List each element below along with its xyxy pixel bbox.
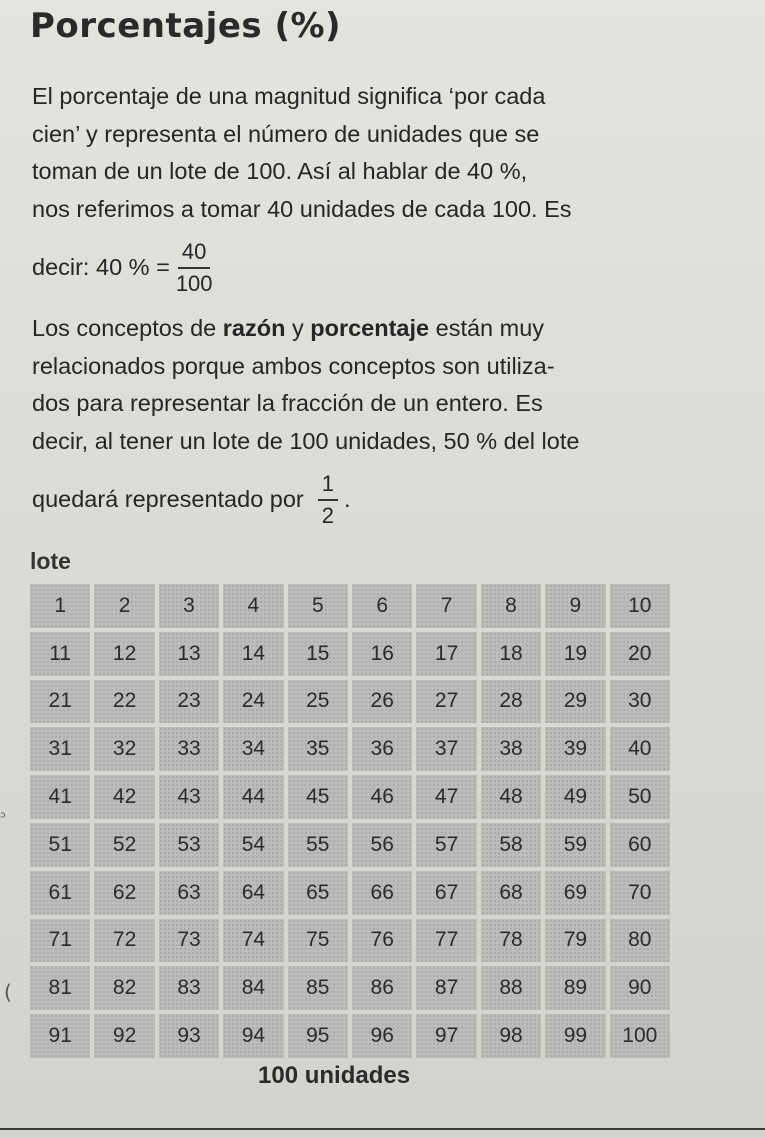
bold-term-porcentaje: porcentaje: [310, 315, 430, 341]
grid-cell: 16: [352, 632, 412, 676]
grid-cell: 37: [416, 727, 476, 771]
grid-cell: 82: [94, 966, 154, 1010]
grid-cell: 54: [223, 823, 283, 867]
grid-cell: 14: [223, 632, 283, 676]
grid-cell: 47: [416, 775, 476, 819]
grid-cell: 28: [481, 680, 541, 724]
grid-cell: 76: [352, 919, 412, 963]
grid-cell: 57: [416, 823, 476, 867]
grid-cell: 4: [223, 584, 283, 628]
paragraph-line: El porcentaje de una magnitud significa ‘por cada: [32, 83, 546, 109]
grid-cell: 42: [94, 775, 154, 819]
grid-cell: 6: [352, 584, 412, 628]
paragraph-ratio: [32, 310, 732, 540]
grid-cell: 92: [94, 1014, 154, 1058]
page-edge: [0, 1128, 765, 1130]
grid-cell: 79: [545, 919, 605, 963]
formula-prefix: decir: 40 % =: [32, 254, 170, 281]
fraction-1-2: [318, 473, 338, 527]
grid-cell: 7: [416, 584, 476, 628]
grid-cell: 99: [545, 1014, 605, 1058]
grid-cell: 33: [159, 727, 219, 771]
grid-cell: 35: [288, 727, 348, 771]
paragraph-line: dos para representar la fracción de un entero. Es: [32, 390, 543, 416]
grid-cell: 39: [545, 727, 605, 771]
grid-cell: 91: [30, 1014, 90, 1058]
fraction-numerator: 40: [178, 241, 210, 269]
grid-cell: 45: [288, 775, 348, 819]
grid-cell: 10: [610, 584, 670, 628]
grid-cell: 96: [352, 1014, 412, 1058]
paragraph-line: relacionados porque ambos conceptos son utiliza-: [32, 352, 555, 379]
grid-cell: 95: [288, 1014, 348, 1058]
pencil-mark: ᵓ: [0, 808, 6, 827]
grid-cell: 5: [288, 584, 348, 628]
grid-cell: 11: [30, 632, 90, 676]
grid-cell: 74: [223, 919, 283, 963]
grid-cell: 50: [610, 775, 670, 819]
paragraph-line: cien’ y representa el número de unidades que se: [32, 120, 540, 147]
grid-cell: 34: [223, 727, 283, 771]
grid-cell: 30: [610, 680, 670, 724]
paragraph-line: toman de un lote de 100. Así al hablar de 40 %,: [32, 158, 528, 184]
paragraph-line: [32, 310, 732, 348]
grid-cell: 29: [545, 680, 605, 724]
grid-cell: 2: [94, 584, 154, 628]
grid-cell: 68: [481, 871, 541, 915]
grid-cell: 88: [481, 966, 541, 1010]
grid-cell: 62: [94, 871, 154, 915]
grid-cell: 86: [352, 966, 412, 1010]
fraction-denominator: 100: [175, 271, 213, 296]
grid-cell: 43: [159, 775, 219, 819]
grid-cell: 98: [481, 1014, 541, 1058]
grid-cell: 15: [288, 632, 348, 676]
grid-cell: 75: [288, 919, 348, 963]
grid-cell: 1: [30, 584, 90, 628]
grid-cell: 78: [481, 919, 541, 963]
grid-cell: 72: [94, 919, 154, 963]
sentence-period: .: [344, 486, 351, 513]
grid-cell: 90: [610, 966, 670, 1010]
hundred-grid: [30, 584, 670, 1058]
grid-cell: 26: [352, 680, 412, 724]
grid-cell: 89: [545, 966, 605, 1010]
grid-cell: 9: [545, 584, 605, 628]
grid-cell: 38: [481, 727, 541, 771]
grid-cell: 64: [223, 871, 283, 915]
paragraph-definition: [32, 78, 732, 308]
formula-line: [32, 228, 732, 308]
grid-cell: 59: [545, 823, 605, 867]
grid-cell: 58: [481, 823, 541, 867]
grid-cell: 31: [30, 727, 90, 771]
bold-term-razon: razón: [222, 315, 286, 341]
grid-cell: 56: [352, 823, 412, 867]
paragraph-line: nos referimos a tomar 40 unidades de cada 100. Es: [32, 195, 572, 222]
grid-cell: 8: [481, 584, 541, 628]
grid-cell: 81: [30, 966, 90, 1010]
grid-cell: 87: [416, 966, 476, 1010]
grid-cell: 65: [288, 871, 348, 915]
grid-cell: 48: [481, 775, 541, 819]
formula-prefix: quedará representado por: [32, 486, 304, 513]
grid-cell: 20: [610, 632, 670, 676]
grid-cell: 12: [94, 632, 154, 676]
grid-cell: 21: [30, 680, 90, 724]
grid-cell: 18: [481, 632, 541, 676]
text-run: Los conceptos de: [32, 315, 223, 341]
fraction-40-100: [176, 241, 213, 295]
page-title: Porcentajes (%): [30, 6, 342, 46]
grid-cell: 94: [223, 1014, 283, 1058]
grid-cell: 25: [288, 680, 348, 724]
fraction-denominator: 2: [321, 503, 335, 528]
grid-cell: 17: [416, 632, 476, 676]
grid-cell: 80: [610, 919, 670, 963]
units-label: 100 unidades: [258, 1062, 411, 1089]
grid-cell: 84: [223, 966, 283, 1010]
grid-cell: 51: [30, 823, 90, 867]
grid-cell: 83: [159, 966, 219, 1010]
grid-cell: 66: [352, 871, 412, 915]
grid-cell: 60: [610, 823, 670, 867]
grid-cell: 40: [610, 727, 670, 771]
grid-cell: 44: [223, 775, 283, 819]
text-run: están muy: [429, 315, 545, 341]
grid-cell: 85: [288, 966, 348, 1010]
grid-cell: 22: [94, 680, 154, 724]
grid-cell: 69: [545, 871, 605, 915]
grid-cell: 19: [545, 632, 605, 676]
grid-cell: 49: [545, 775, 605, 819]
grid-cell: 27: [416, 680, 476, 724]
grid-cell: 100: [610, 1014, 670, 1058]
grid-cell: 36: [352, 727, 412, 771]
grid-cell: 63: [159, 871, 219, 915]
grid-cell: 46: [352, 775, 412, 819]
paragraph-line: decir, al tener un lote de 100 unidades, 50 % del lote: [32, 427, 580, 454]
grid-cell: 97: [416, 1014, 476, 1058]
grid-cell: 55: [288, 823, 348, 867]
grid-cell: 61: [30, 871, 90, 915]
grid-cell: 24: [223, 680, 283, 724]
grid-cell: 32: [94, 727, 154, 771]
grid-cell: 41: [30, 775, 90, 819]
pencil-mark: (: [4, 980, 12, 1004]
grid-cell: 67: [416, 871, 476, 915]
grid-cell: 13: [159, 632, 219, 676]
formula-line: [32, 460, 732, 540]
grid-cell: 52: [94, 823, 154, 867]
fraction-numerator: 1: [318, 473, 338, 501]
grid-cell: 93: [159, 1014, 219, 1058]
grid-cell: 3: [159, 584, 219, 628]
grid-cell: 77: [416, 919, 476, 963]
grid-cell: 23: [159, 680, 219, 724]
grid-cell: 70: [610, 871, 670, 915]
grid-cell: 73: [159, 919, 219, 963]
grid-cell: 53: [159, 823, 219, 867]
lote-label: lote: [30, 548, 71, 574]
grid-cell: 71: [30, 919, 90, 963]
text-run: y: [285, 315, 311, 341]
